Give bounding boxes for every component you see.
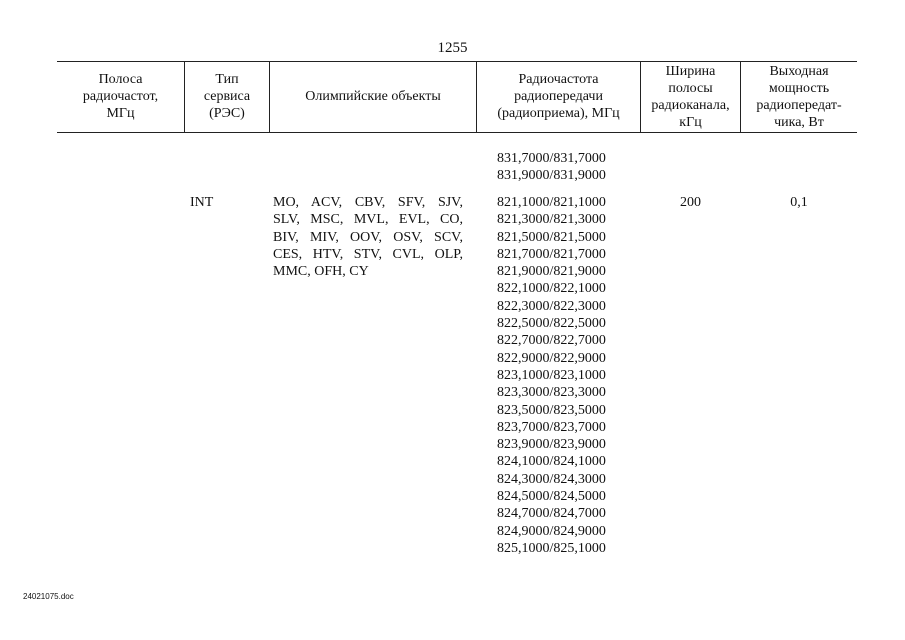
frequency-item: 831,9000/831,9000 [497,168,606,184]
continued-frequency-list [497,150,606,185]
objects-line: SLV, MSC, MVL, EVL, CO, [273,212,463,228]
frequency-item: 821,5000/821,5000 [497,229,606,245]
frequency-list [497,194,606,557]
frequency-item: 822,3000/822,3000 [497,298,606,314]
frequency-item: 831,7000/831,7000 [497,151,606,166]
power-value: 0,1 [790,195,808,210]
frequency-item: 821,3000/821,3000 [497,212,606,228]
frequency-item: 823,5000/823,5000 [497,402,606,418]
service-type: INT [190,195,214,210]
page-number: 1255 [437,40,468,56]
frequency-item: 824,9000/824,9000 [497,523,606,539]
frequency-item: 824,7000/824,7000 [497,506,606,522]
frequency-item: 823,1000/823,1000 [497,367,606,383]
frequency-item: 822,7000/822,7000 [497,333,606,349]
header-service: Тип сервиса (РЭС) [203,72,251,121]
frequency-item: 821,9000/821,9000 [497,264,606,280]
olympic-objects [273,194,463,280]
frequency-item: 824,3000/824,3000 [497,471,606,487]
objects-line: MMC, OFH, CY [273,264,369,280]
frequency-item: 823,7000/823,7000 [497,419,606,435]
frequency-item: 823,3000/823,3000 [497,385,606,401]
document-filename: 24021075.doc [23,592,74,601]
frequency-item: 825,1000/825,1000 [497,540,606,556]
frequency-item: 822,1000/822,1000 [497,281,606,297]
frequency-item: 822,5000/822,5000 [497,316,606,332]
header-power: Выходная мощность радиопередат- чика, Вт [756,63,842,130]
header-band: Полоса радиочастот, МГц [82,72,159,121]
frequency-item: 824,1000/824,1000 [497,454,606,470]
frequency-item: 824,5000/824,5000 [497,489,606,505]
table-header-bottom-rule [57,132,857,133]
objects-line: CES, HTV, STV, CVL, OLP, [273,246,463,262]
frequency-item: 821,1000/821,1000 [497,195,606,210]
frequency-item: 822,9000/822,9000 [497,350,606,366]
frequency-item: 821,7000/821,7000 [497,246,606,262]
header-frequency: Радиочастота радиопередачи (радиоприема), МГц [497,72,620,121]
header-bandwidth: Ширина полосы радиоканала, кГц [651,63,730,130]
frequency-item: 823,9000/823,9000 [497,437,606,453]
bandwidth-value: 200 [680,195,701,210]
objects-line: BIV, MIV, OOV, OSV, SCV, [273,229,463,245]
header-objects: Олимпийские объекты [305,89,441,104]
objects-line: MO, ACV, CBV, SFV, SJV, [273,195,463,210]
